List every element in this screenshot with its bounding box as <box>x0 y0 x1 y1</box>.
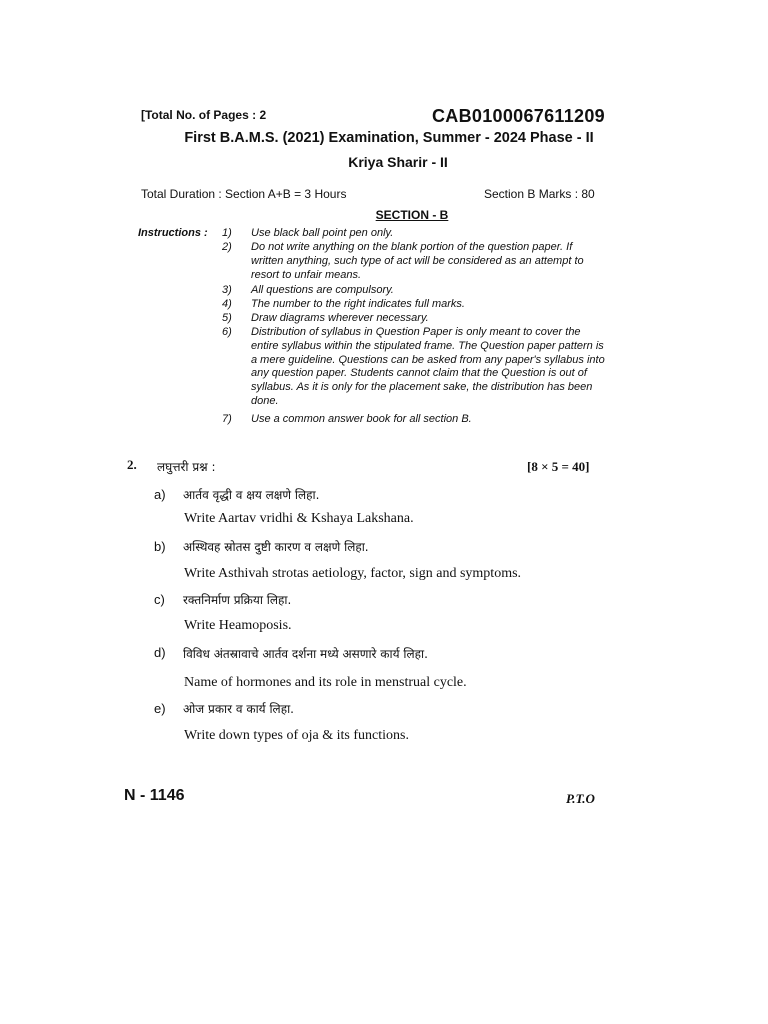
sub-question-letter: a) <box>154 487 166 502</box>
subject-title: Kriya Sharir - II <box>348 154 448 170</box>
instruction-text: Do not write anything on the blank portion of the question paper. If written anything, such type of act will be considered as an attempt to resort to unfair means. <box>251 241 584 281</box>
page-code: N - 1146 <box>124 787 185 804</box>
sub-question-letter: b) <box>154 539 166 554</box>
question-marks: [8 × 5 = 40] <box>527 459 590 474</box>
pto-label: P.T.O <box>566 791 595 806</box>
instruction-text: Use a common answer book for all section B. <box>251 413 472 425</box>
instruction-number: 2) <box>222 241 232 253</box>
instruction-text: Draw diagrams wherever necessary. <box>251 312 429 324</box>
instruction-number: 4) <box>222 298 232 310</box>
section-heading: SECTION - B <box>375 208 449 222</box>
instruction-number: 1) <box>222 227 232 239</box>
question-heading: लघुत्तरी प्रश्न : <box>157 460 216 474</box>
sub-question-english: Write Heamoposis. <box>184 618 292 633</box>
sub-question-english: Write down types of oja & its functions. <box>184 728 409 743</box>
instruction-text: The number to the right indicates full marks. <box>251 298 465 310</box>
total-duration: Total Duration : Section A+B = 3 Hours <box>141 187 347 201</box>
instruction-number: 5) <box>222 312 232 324</box>
instruction-number: 7) <box>222 413 232 425</box>
sub-question-letter: c) <box>154 592 165 607</box>
sub-question-english: Write Aartav vridhi & Kshaya Lakshana. <box>184 511 414 526</box>
sub-question-marathi: आर्तव वृद्धी व क्षय लक्षणे लिहा. <box>183 488 320 502</box>
instruction-text: Use black ball point pen only. <box>251 227 394 239</box>
sub-question-letter: d) <box>154 645 166 660</box>
sub-question-marathi: अस्थिवह स्रोतस दुष्टी कारण व लक्षणे लिहा. <box>183 540 369 554</box>
instruction-text: Distribution of syllabus in Question Paper is only meant to cover the entire syllabus within the stipulated frame. The Question paper pattern is a mere guideline. Questions can be asked from any paper's syllabus into any question paper. Students cannot claim that the Question is out of syllabus. As it is only for the placement sake, the distribution has been done. <box>251 326 605 407</box>
sub-question-english: Name of hormones and its role in menstrual cycle. <box>184 675 467 690</box>
instruction-text: All questions are compulsory. <box>251 284 394 296</box>
sub-question-english: Write Asthivah strotas aetiology, factor, sign and symptoms. <box>184 566 522 581</box>
paper-code: CAB0100067611209 <box>432 106 605 126</box>
total-pages: [Total No. of Pages : 2 <box>141 108 267 122</box>
question-number: 2. <box>127 457 137 472</box>
sub-question-letter: e) <box>154 701 166 716</box>
sub-question-marathi: विविध अंतस्रावाचे आर्तव दर्शना मध्ये असणारे कार्य लिहा. <box>183 647 428 661</box>
exam-title: First B.A.M.S. (2021) Examination, Summer - 2024 Phase - II <box>184 130 594 146</box>
sub-question-marathi: ओज प्रकार व कार्य लिहा. <box>183 702 294 716</box>
sub-question-marathi: रक्तनिर्माण प्रक्रिया लिहा. <box>183 593 292 607</box>
instruction-number: 6) <box>222 326 232 338</box>
instructions-label: Instructions : <box>138 227 208 239</box>
instruction-number: 3) <box>222 284 232 296</box>
section-marks: Section B Marks : 80 <box>484 187 595 201</box>
